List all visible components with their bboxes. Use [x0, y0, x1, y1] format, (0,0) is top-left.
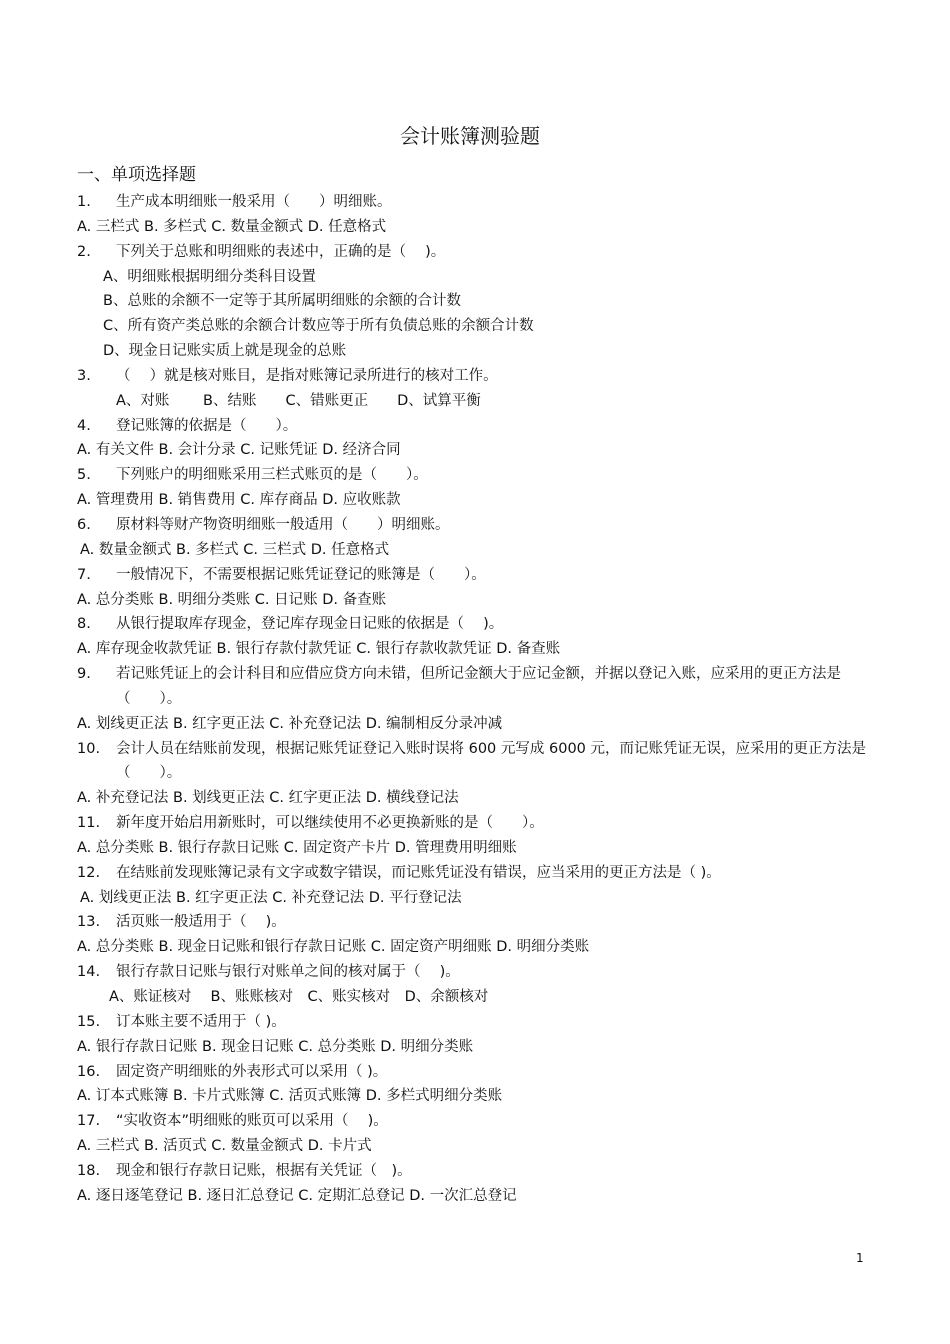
- question-text: 若记账凭证上的会计科目和应借应贷方向未错，但所记金额大于应记金额，并据以登记入账，应采用的更正方法是（ ）。: [116, 666, 841, 707]
- question-item: [0, 1010, 950, 1035]
- answer-options: A. 划线更正法 B. 红字更正法 C. 补充登记法 D. 平行登记法: [80, 889, 462, 906]
- question-text: 订本账主要不适用于（ )。: [116, 1013, 286, 1030]
- question-text: 固定资产明细账的外表形式可以采用（ )。: [116, 1063, 388, 1080]
- statement-option: C、所有资产类总账的余额合计数应等于所有负债总账的余额合计数: [103, 318, 534, 335]
- answer-options: A. 总分类账 B. 明细分类账 C. 日记账 D. 备查账: [77, 591, 387, 608]
- question-number: 14.: [77, 964, 101, 981]
- answer-options: A. 划线更正法 B. 红字更正法 C. 补充登记法 D. 编制相反分录冲减: [77, 715, 503, 732]
- answer-options: A. 补充登记法 B. 划线更正法 C. 红字更正法 D. 横线登记法: [77, 790, 459, 807]
- question-number: 9.: [77, 666, 91, 683]
- statement-option: A、明细账根据明细分类科目设置: [103, 268, 316, 285]
- question-item: [0, 240, 950, 265]
- question-text: 从银行提取库存现金，登记库存现金日记账的依据是（ )。: [116, 616, 504, 633]
- question-text: “实收资本”明细账的账页可以采用（ )。: [116, 1113, 388, 1130]
- question-number: 12.: [77, 864, 101, 881]
- statement-option: B、总账的余额不一定等于其所属明细账的余额的合计数: [103, 293, 461, 310]
- statement-option: A、对账 B、结账 C、错账更正 D、试算平衡: [116, 392, 481, 409]
- question-number: 18.: [77, 1162, 101, 1179]
- question-text: （ ）就是核对账目，是指对账簿记录所进行的核对工作。: [116, 367, 498, 384]
- question-number: 17.: [77, 1113, 101, 1130]
- answer-options: A. 管理费用 B. 销售费用 C. 库存商品 D. 应收账款: [77, 492, 401, 509]
- question-number: 7.: [77, 566, 91, 583]
- statement-option: A、账证核对 B、账账核对 C、账实核对 D、余额核对: [109, 989, 489, 1005]
- question-text: 原材料等财产物资明细账一般适用（ ）明细账。: [116, 516, 450, 533]
- question-number: 4.: [77, 417, 91, 434]
- question-text: 在结账前发现账簿记录有文字或数字错误，而记账凭证没有错误，应当采用的更正方法是（ )。: [116, 864, 721, 881]
- question-number: 3.: [77, 367, 91, 384]
- answer-options: A. 有关文件 B. 会计分录 C. 记账凭证 D. 经济合同: [77, 442, 401, 459]
- answer-options: A. 银行存款日记账 B. 现金日记账 C. 总分类账 D. 明细分类账: [77, 1038, 474, 1055]
- question-item: [0, 463, 950, 488]
- question-text: 新年度开始启用新账时，可以继续使用不必更换新账的是（ ）。: [116, 815, 544, 832]
- question-item: [0, 662, 950, 712]
- question-item: [0, 960, 950, 985]
- question-item: [0, 414, 950, 439]
- question-text: 会计人员在结账前发现，根据记账凭证登记入账时误将 600 元写成 6000 元，而记账凭证无误，应采用的更正方法是（ ）。: [116, 740, 867, 782]
- question-item: [0, 1060, 950, 1085]
- section-heading: 一、单项选择题: [77, 165, 196, 185]
- question-text: 现金和银行存款日记账，根据有关凭证（ )。: [116, 1162, 412, 1179]
- answer-options: A. 逐日逐笔登记 B. 逐日汇总登记 C. 定期汇总登记 D. 一次汇总登记: [77, 1187, 517, 1204]
- answer-options: A. 库存现金收款凭证 B. 银行存款付款凭证 C. 银行存款收款凭证 D. 备查账: [77, 641, 561, 658]
- question-item: [0, 364, 950, 389]
- answer-options: A. 三栏式 B. 活页式 C. 数量金额式 D. 卡片式: [77, 1138, 372, 1155]
- question-text: 活页账一般适用于（ )。: [116, 914, 286, 931]
- question-item: [0, 737, 950, 787]
- question-number: 5.: [77, 467, 91, 484]
- question-text: 生产成本明细账一般采用（ ）明细账。: [116, 194, 392, 210]
- question-item: [0, 612, 950, 637]
- question-number: 11.: [77, 815, 101, 832]
- question-item: [0, 861, 950, 886]
- question-number: 1.: [77, 194, 91, 210]
- question-item: [0, 811, 950, 836]
- answer-options: A. 订本式账簿 B. 卡片式账簿 C. 活页式账簿 D. 多栏式明细分类账: [77, 1088, 503, 1105]
- question-text: 银行存款日记账与银行对账单之间的核对属于（ )。: [116, 964, 460, 981]
- question-text: 登记账簿的依据是（ ）。: [116, 417, 298, 434]
- answer-options: A. 三栏式 B. 多栏式 C. 数量金额式 D. 任意格式: [77, 218, 387, 235]
- document-title: 会计账簿测验题: [400, 124, 540, 148]
- question-item: [0, 190, 950, 215]
- question-number: 8.: [77, 616, 91, 633]
- statement-option: D、现金日记账实质上就是现金的总账: [103, 343, 347, 360]
- page-number: 1: [856, 1251, 864, 1265]
- question-item: [0, 1109, 950, 1134]
- question-item: [0, 1159, 950, 1184]
- question-number: 16.: [77, 1063, 101, 1080]
- answer-options: A. 总分类账 B. 现金日记账和银行存款日记账 C. 固定资产明细账 D. 明细分类账: [77, 939, 590, 956]
- question-item: [0, 563, 950, 588]
- question-text: 下列关于总账和明细账的表述中，正确的是（ )。: [116, 243, 446, 260]
- question-text: 下列账户的明细账采用三栏式账页的是（ ）。: [116, 467, 428, 484]
- question-item: [0, 910, 950, 935]
- question-number: 10.: [77, 740, 101, 757]
- question-text: 一般情况下，不需要根据记账凭证登记的账簿是（ ）。: [116, 566, 486, 583]
- answer-options: A. 总分类账 B. 银行存款日记账 C. 固定资产卡片 D. 管理费用明细账: [77, 839, 517, 856]
- question-number: 6.: [77, 516, 91, 533]
- question-list: [0, 190, 950, 1209]
- question-number: 2.: [77, 243, 91, 260]
- answer-options: A. 数量金额式 B. 多栏式 C. 三栏式 D. 任意格式: [80, 541, 390, 558]
- question-number: 15.: [77, 1013, 101, 1030]
- question-item: [0, 513, 950, 538]
- question-number: 13.: [77, 914, 101, 931]
